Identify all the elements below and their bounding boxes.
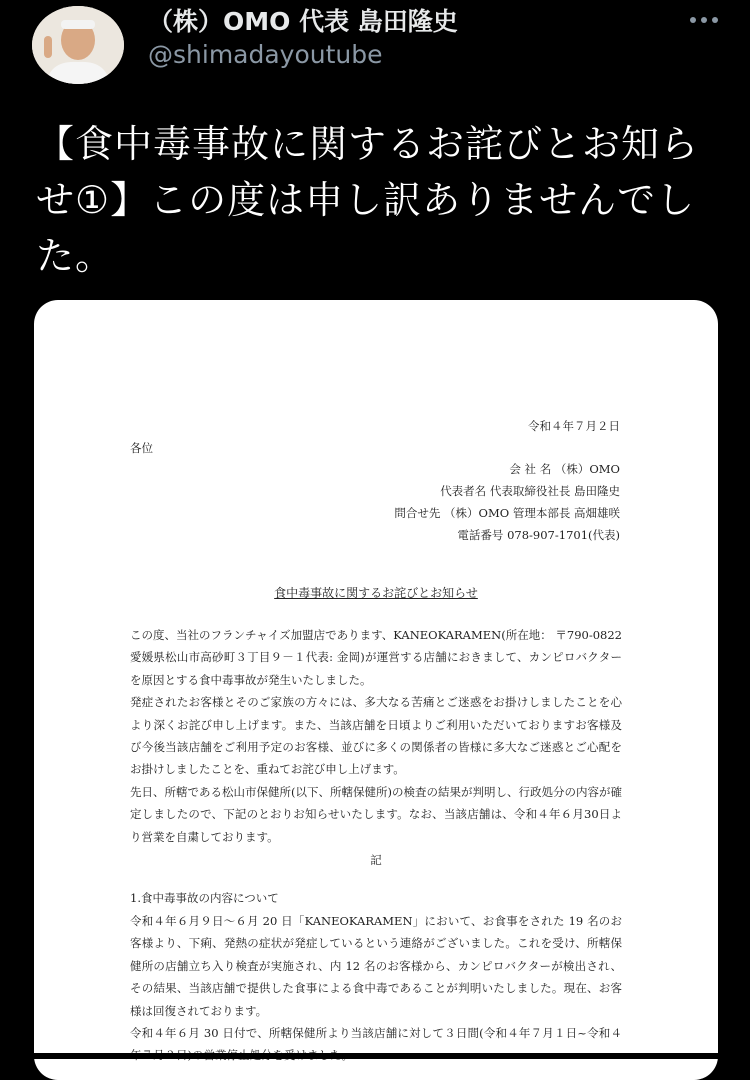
user-handle[interactable]: @shimadayoutube (148, 40, 383, 69)
doc-body (130, 624, 622, 848)
doc-sender-info (394, 458, 620, 546)
avatar-photo (32, 6, 124, 84)
doc-date: 令和４年７月２日 (528, 419, 620, 433)
more-dots-icon[interactable] (684, 6, 724, 34)
doc-section-paragraph: 令和４年６月９日～６月 20 日「KANEOKARAMEN」において、お食事をされた 19 名のお客様より、下痢、発熱の症状が発症しているという連絡がございました。これを受け、所轄保健所の店舗立ち入り検査が実施され、内 12 名のお客様から、カンピロバクターが検出され、その結果、当該店舗で提供した食事による食中毒であることが判明いたしました。現在、お客様は回復されております。 (130, 914, 622, 1018)
doc-title (34, 584, 718, 601)
doc-title-text: 食中毒事故に関するお詫びとお知らせ (274, 586, 478, 600)
doc-contact: 問合せ先 （株）OMO 管理本部長 高畑雄咲 (394, 506, 620, 520)
doc-phone: 電話番号 078-907-1701(代表) (457, 528, 620, 542)
bottom-edge (0, 1053, 750, 1059)
doc-representative: 代表者名 代表取締役社長 島田隆史 (440, 484, 620, 498)
doc-paragraph: 先日、所轄である松山市保健所(以下、所轄保健所)の検査の結果が判明し、行政処分の内容が確定しましたので、下記のとおりお知らせいたします。なお、当該店舗は、令和４年６月30日より営業を自粛しております。 (130, 784, 622, 844)
doc-section-paragraph: 令和４年６月 30 日付で、所轄保健所より当該店舗に対して３日間(令和４年７月１日~令和４ (130, 1026, 622, 1041)
tweet-text: 【食中毒事故に関するお詫びとお知らせ①】この度は申し訳ありませんでした。 (36, 122, 700, 278)
display-name[interactable]: （株）OMO 代表 島田隆史 (148, 7, 458, 36)
doc-section-body (130, 910, 622, 1067)
doc-ki: 記 (370, 853, 382, 867)
doc-section-heading: 1.食中毒事故の内容について (130, 891, 279, 905)
doc-company: 会 社 名 （株）OMO (509, 462, 620, 476)
doc-recipient: 各位 (130, 441, 153, 455)
doc-paragraph: 発症されたお客様とそのご家族の方々には、多大なる苦痛とご迷惑をお掛けしましたことを心より深くお詫び申し上げます。また、当該店舗を日頃よりご利用いただいておりますお客様及び今後当該店舗をご利用予定のお客様、並びに多くの関係者の皆様に多大なご迷惑とご心配をお掛けしましたことを、重ねてお詫び申し上げます。 (130, 695, 622, 777)
avatar[interactable] (32, 6, 124, 84)
doc-paragraph: この度、当社のフランチャイズ加盟店であります、KANEOKARAMEN(所在地： 〒790-0822 愛媛県松山市高砂町３丁目９－１代表: 金岡)が運営する店舗におきまして、カンピロバクターを原因とする食中毒事故が発生いたしました。 (130, 628, 622, 687)
attached-image[interactable] (34, 300, 718, 1080)
tweet-header (0, 0, 750, 100)
document-image (34, 300, 718, 1080)
